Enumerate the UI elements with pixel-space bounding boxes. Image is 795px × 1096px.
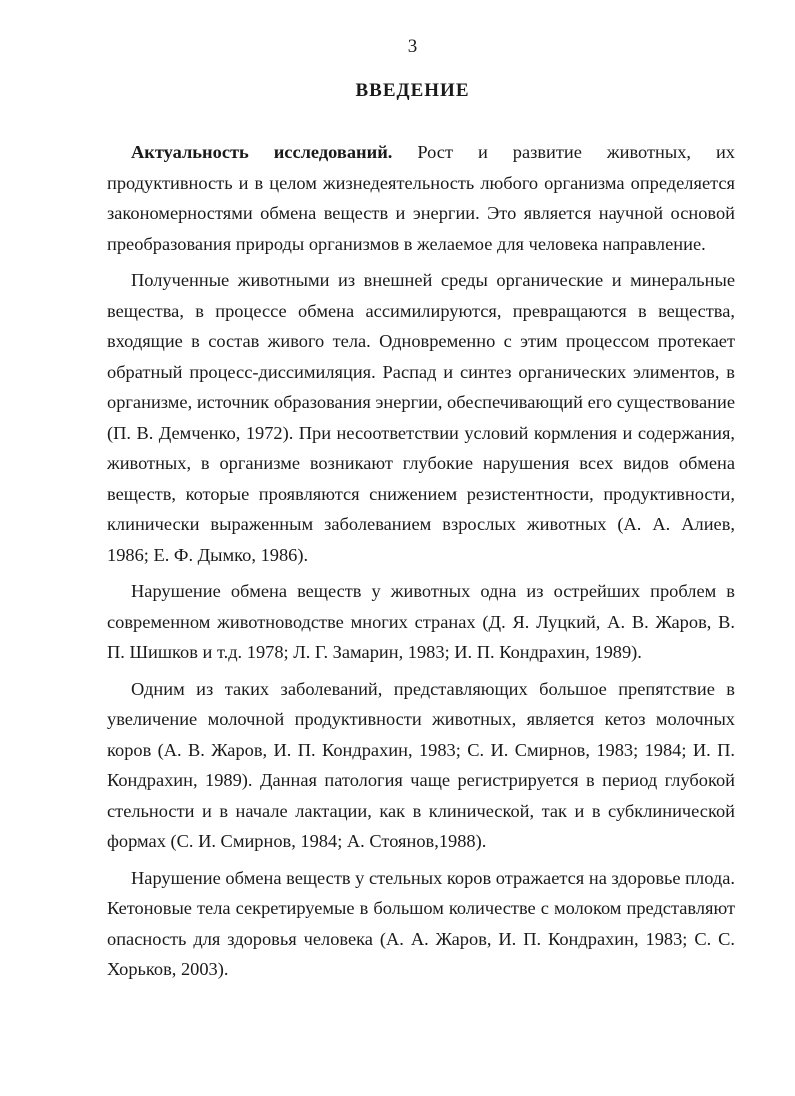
paragraph-ketosis xyxy=(107,674,735,857)
paragraph-text: Нарушение обмена веществ у стельных коров отражается на здоровье плода. Кетоновые тела секретируемые в большом количестве с молоком представляют опасность для здоровья человека (А. А. Жаров, И. П. Кондрахин, 1983; С. С. Хорьков, 2003). xyxy=(107,867,735,979)
paragraph-fetal-health xyxy=(107,863,735,985)
paragraph-relevance xyxy=(107,137,735,259)
body-text xyxy=(107,137,735,991)
paragraph-text: Рост и развитие животных, их продуктивность и в целом жизнедеятельность любого организма определяется закономерностями обмена веществ и энергии. Это является научной основой преобразования природы организмов в желаемое для человека направление. xyxy=(107,142,735,254)
paragraph-disorders xyxy=(107,576,735,668)
paragraph-text: Одним из таких заболеваний, представляющих большое препятствие в увеличение молочной продуктивности животных, является кетоз молочных коров (А. В. Жаров, И. П. Кондрахин, 1983; С. И. Смирнов, 1983; 1984; И. П. Кондрахин, 1989). Данная патология чаще регистрируется в период глубокой стельности и в начале лактации, как в клинической, так и в субклинической формах (С. И. Смирнов, 1984; А. Стоянов,1988). xyxy=(107,678,735,851)
section-title: ВВЕДЕНИЕ xyxy=(355,80,470,101)
paragraph-text: Нарушение обмена веществ у животных одна из острейших проблем в современном животноводстве многих странах (Д. Я. Луцкий, А. В. Жаров, В. П. Шишков и т.д. 1978; Л. Г. Замарин, 1983; И. П. Кондрахин, 1989). xyxy=(107,581,735,662)
paragraph-text: Полученные животными из внешней среды органические и минеральные вещества, в процессе обмена ассимилируются, превращаются в вещества, входящие в состав живого тела. Одновременно с этим процессом протекает обратный процесс-диссимиляция. Распад и синтез органических элиментов, в организме, источник образования энергии, обеспечивающий его существование (П. В. Демченко, 1972). При несоответствии условий кормления и содержания, животных, в организме возникают глубокие нарушения всех видов обмена веществ, которые проявляются снижением резистентности, продуктивности, клинически выраженным заболеванием взрослых животных (А. А. Алиев, 1986; Е. Ф. Дымко, 1986). xyxy=(107,270,735,565)
page-number: 3 xyxy=(407,36,418,57)
paragraph-lead: Актуальность исследований. xyxy=(131,142,393,162)
paragraph-metabolism xyxy=(107,265,735,570)
